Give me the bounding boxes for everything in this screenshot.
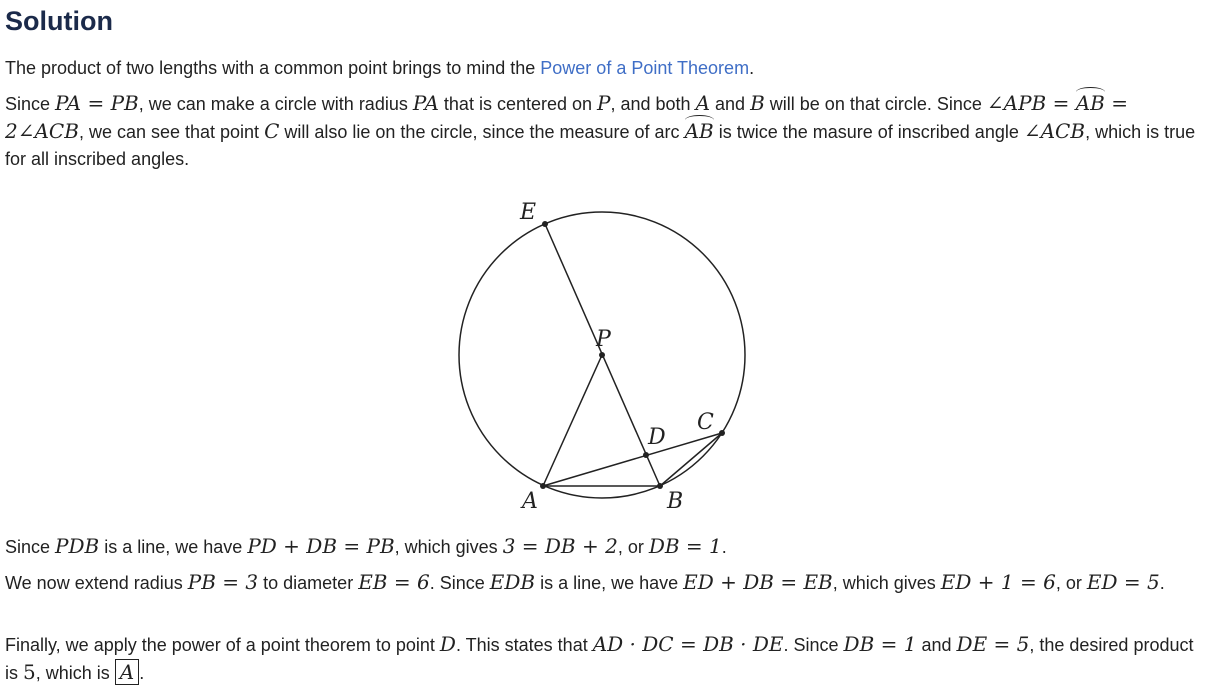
text: We now extend radius bbox=[5, 573, 188, 593]
text: , the desired product is bbox=[5, 635, 1194, 683]
solution-heading: Solution bbox=[5, 6, 113, 36]
point-c bbox=[719, 430, 725, 436]
text: , which gives bbox=[394, 537, 503, 557]
text: , which gives bbox=[832, 573, 941, 593]
label-p: P bbox=[596, 327, 611, 352]
text: . Since bbox=[429, 573, 490, 593]
point-d bbox=[643, 452, 649, 458]
math: ED + 1 = 6 bbox=[940, 570, 1056, 594]
arc-math: AB bbox=[1075, 91, 1105, 115]
text: Since bbox=[5, 94, 56, 114]
math: A bbox=[695, 91, 711, 115]
text: The product of two lengths with a common point brings to mind the bbox=[5, 58, 541, 78]
geometry-figure bbox=[440, 190, 760, 520]
text: . bbox=[721, 537, 727, 557]
text: is twice the masure of inscribed angle bbox=[713, 122, 1024, 142]
math: ED + DB = EB bbox=[683, 570, 833, 594]
label-b: B bbox=[667, 489, 684, 514]
arc-math: AB bbox=[684, 119, 714, 143]
math: DE = 5 bbox=[956, 632, 1030, 656]
text: that is centered on bbox=[438, 94, 598, 114]
line-pdb-paragraph bbox=[5, 533, 1205, 561]
math: P bbox=[597, 91, 611, 115]
text: , or bbox=[1055, 573, 1087, 593]
text: will also lie on the circle, since the measure of arc bbox=[279, 122, 685, 142]
math: PA = PB bbox=[55, 91, 139, 115]
text: will be on that circle. Since bbox=[764, 94, 987, 114]
text: Since bbox=[5, 537, 56, 557]
math: DB = 1 bbox=[843, 632, 917, 656]
math: B bbox=[750, 91, 765, 115]
radius-pa bbox=[543, 355, 602, 486]
chord-bc bbox=[660, 433, 722, 486]
answer-box: A bbox=[115, 659, 139, 685]
math: EB = 6 bbox=[358, 570, 430, 594]
math: 5 bbox=[23, 660, 36, 684]
math: PD + DB = PB bbox=[247, 534, 395, 558]
intro-paragraph bbox=[5, 55, 1205, 82]
point-e bbox=[542, 221, 548, 227]
text: . bbox=[1159, 573, 1165, 593]
circle-construction-paragraph bbox=[5, 90, 1205, 173]
label-d: D bbox=[648, 425, 666, 450]
math: PA bbox=[412, 91, 439, 115]
math: ∠APB = bbox=[986, 91, 1076, 115]
text: , we can see that point bbox=[78, 122, 265, 142]
math: PB = 3 bbox=[187, 570, 259, 594]
text: and bbox=[710, 94, 751, 114]
text: is a line, we have bbox=[535, 573, 684, 593]
math: EDB bbox=[489, 570, 536, 594]
conclusion-paragraph bbox=[5, 631, 1205, 687]
math: 3 = DB + 2 bbox=[502, 534, 618, 558]
math: ∠ACB bbox=[1023, 119, 1086, 143]
chord-ac bbox=[543, 433, 722, 486]
text: to diameter bbox=[258, 573, 359, 593]
math: PDB bbox=[55, 534, 100, 558]
power-of-a-point-link[interactable]: Power of a Point Theorem bbox=[540, 58, 750, 78]
text: Finally, we apply the power of a point theorem to point bbox=[5, 635, 440, 655]
point-p bbox=[599, 352, 605, 358]
text: . Since bbox=[783, 635, 844, 655]
text: . bbox=[749, 58, 755, 78]
text: , which is true for all inscribed angles. bbox=[5, 122, 1196, 169]
text: and bbox=[916, 635, 957, 655]
label-c: C bbox=[697, 410, 714, 435]
text: , we can make a circle with radius bbox=[138, 94, 413, 114]
math: C bbox=[264, 119, 280, 143]
point-a bbox=[540, 483, 546, 489]
math: AD · DC = DB · DE bbox=[592, 632, 784, 656]
math: = 2∠ACB bbox=[5, 91, 1128, 143]
math: ED = 5 bbox=[1086, 570, 1160, 594]
label-a: A bbox=[522, 489, 538, 514]
text: , which is bbox=[35, 663, 115, 683]
text: , and both bbox=[610, 94, 696, 114]
text: . bbox=[139, 663, 145, 683]
math: D bbox=[439, 632, 456, 656]
text: is a line, we have bbox=[99, 537, 248, 557]
point-b bbox=[657, 483, 663, 489]
math: DB = 1 bbox=[648, 534, 722, 558]
text: , or bbox=[617, 537, 649, 557]
label-e: E bbox=[520, 200, 537, 225]
diameter-paragraph bbox=[5, 569, 1205, 597]
text: . This states that bbox=[455, 635, 593, 655]
